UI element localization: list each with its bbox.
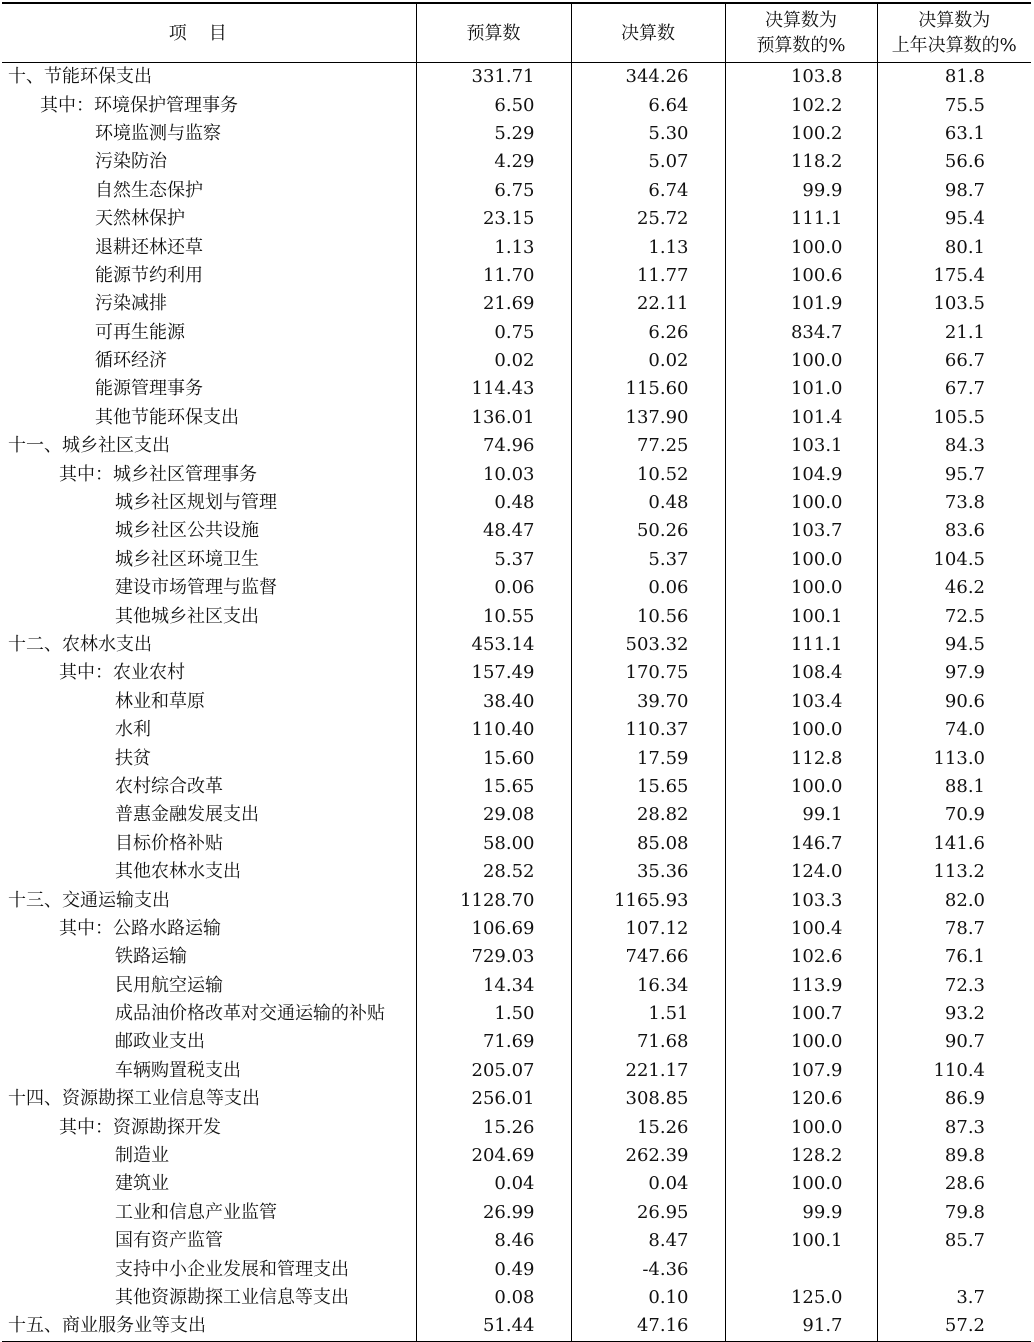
row-item-name: 制造业 <box>115 1145 169 1167</box>
row-item-name: 邮政业支出 <box>115 1031 205 1053</box>
cell-budget: 11.70 <box>416 262 571 290</box>
cell-ratio-prev: 89.8 <box>877 1142 1031 1170</box>
cell-budget: 110.40 <box>416 716 571 744</box>
cell-ratio-prev: 56.6 <box>877 148 1031 176</box>
table-row <box>2 319 1031 347</box>
table-header-row <box>2 3 1031 63</box>
cell-ratio-prev: 70.9 <box>877 801 1031 829</box>
cell-ratio-prev: 103.5 <box>877 290 1031 318</box>
table-row <box>2 574 1031 602</box>
cell-actual: 71.68 <box>571 1028 725 1056</box>
cell-ratio-budget: 100.0 <box>725 1028 877 1056</box>
cell-budget: 0.02 <box>416 347 571 375</box>
cell-ratio-prev: 95.7 <box>877 460 1031 488</box>
table-row <box>2 1113 1031 1141</box>
cell-actual: 11.77 <box>571 262 725 290</box>
row-item-name: 退耕还林还草 <box>95 236 203 258</box>
cell-ratio-budget: 100.1 <box>725 1227 877 1255</box>
cell-actual: 1.51 <box>571 1000 725 1028</box>
cell-actual: 0.06 <box>571 574 725 602</box>
header-item: 项目 <box>2 3 416 63</box>
cell-budget: 0.08 <box>416 1284 571 1312</box>
row-item-name: 循环经济 <box>95 350 167 372</box>
row-item-name: 自然生态保护 <box>95 179 203 201</box>
cell-actual: 1165.93 <box>571 886 725 914</box>
table-row <box>2 972 1031 1000</box>
cell-ratio-prev: 90.7 <box>877 1028 1031 1056</box>
cell-ratio-budget: 99.1 <box>725 801 877 829</box>
cell-budget: 204.69 <box>416 1142 571 1170</box>
cell-ratio-budget: 100.0 <box>725 1113 877 1141</box>
row-item-name: 十一、城乡社区支出 <box>8 435 170 457</box>
cell-ratio-prev: 113.2 <box>877 858 1031 886</box>
cell-ratio-budget: 112.8 <box>725 744 877 772</box>
cell-budget: 106.69 <box>416 915 571 943</box>
cell-actual: 10.52 <box>571 460 725 488</box>
cell-ratio-budget: 113.9 <box>725 972 877 1000</box>
row-item-name: 城乡社区环境卫生 <box>115 548 259 570</box>
cell-actual: 110.37 <box>571 716 725 744</box>
cell-ratio-budget: 102.6 <box>725 943 877 971</box>
cell-budget: 48.47 <box>416 517 571 545</box>
cell-ratio-prev: 21.1 <box>877 319 1031 347</box>
cell-actual: 1.13 <box>571 233 725 261</box>
cell-actual: 17.59 <box>571 744 725 772</box>
table-row <box>2 517 1031 545</box>
cell-ratio-prev: 3.7 <box>877 1284 1031 1312</box>
row-item-name: 铁路运输 <box>115 946 187 968</box>
cell-ratio-budget: 100.0 <box>725 546 877 574</box>
cell-ratio-prev: 28.6 <box>877 1170 1031 1198</box>
table-row <box>2 177 1031 205</box>
cell-actual: 0.02 <box>571 347 725 375</box>
table-row <box>2 631 1031 659</box>
row-item-name: 其他农林水支出 <box>115 861 241 883</box>
cell-budget: 6.50 <box>416 91 571 119</box>
cell-budget: 114.43 <box>416 375 571 403</box>
row-item-name: 扶贫 <box>115 747 151 769</box>
cell-ratio-prev: 94.5 <box>877 631 1031 659</box>
row-item-name: 农村综合改革 <box>115 775 223 797</box>
cell-actual: 115.60 <box>571 375 725 403</box>
row-item-name: 其他节能环保支出 <box>95 406 239 428</box>
cell-actual: 344.26 <box>571 63 725 92</box>
cell-budget: 15.65 <box>416 773 571 801</box>
cell-ratio-budget: 101.0 <box>725 375 877 403</box>
row-item-name: 目标价格补贴 <box>115 832 223 854</box>
table-row <box>2 404 1031 432</box>
cell-budget: 71.69 <box>416 1028 571 1056</box>
cell-budget: 51.44 <box>416 1312 571 1341</box>
row-item-name: 能源节约利用 <box>95 264 203 286</box>
cell-ratio-budget: 99.9 <box>725 177 877 205</box>
cell-actual: 8.47 <box>571 1227 725 1255</box>
header-ratio-prev-line2: 上年决算数的% <box>891 35 1017 56</box>
cell-budget: 256.01 <box>416 1085 571 1113</box>
table-row <box>2 1199 1031 1227</box>
cell-ratio-prev: 82.0 <box>877 886 1031 914</box>
cell-ratio-budget: 103.4 <box>725 688 877 716</box>
cell-actual: 50.26 <box>571 517 725 545</box>
cell-ratio-budget: 100.7 <box>725 1000 877 1028</box>
cell-ratio-budget: 118.2 <box>725 148 877 176</box>
row-item-name: 其中：农业农村 <box>59 662 185 684</box>
cell-ratio-prev: 110.4 <box>877 1057 1031 1085</box>
table-row <box>2 546 1031 574</box>
cell-budget: 15.60 <box>416 744 571 772</box>
cell-ratio-budget: 91.7 <box>725 1312 877 1341</box>
budget-table <box>2 2 1031 1342</box>
cell-ratio-prev: 85.7 <box>877 1227 1031 1255</box>
cell-actual: 5.07 <box>571 148 725 176</box>
cell-budget: 10.03 <box>416 460 571 488</box>
table-row <box>2 91 1031 119</box>
cell-ratio-prev: 72.3 <box>877 972 1031 1000</box>
cell-ratio-budget: 100.0 <box>725 347 877 375</box>
cell-actual: 35.36 <box>571 858 725 886</box>
table-body <box>2 63 1031 1342</box>
cell-budget: 26.99 <box>416 1199 571 1227</box>
cell-ratio-prev: 76.1 <box>877 943 1031 971</box>
table-row <box>2 375 1031 403</box>
table-row <box>2 943 1031 971</box>
table-row <box>2 915 1031 943</box>
row-item-name: 其中：公路水路运输 <box>59 917 221 939</box>
cell-ratio-prev: 93.2 <box>877 1000 1031 1028</box>
row-item-name: 普惠金融发展支出 <box>115 804 259 826</box>
cell-ratio-budget: 102.2 <box>725 91 877 119</box>
row-item-name: 十三、交通运输支出 <box>8 889 170 911</box>
cell-actual: 6.64 <box>571 91 725 119</box>
cell-actual: 22.11 <box>571 290 725 318</box>
cell-ratio-prev: 86.9 <box>877 1085 1031 1113</box>
cell-budget: 5.37 <box>416 546 571 574</box>
cell-ratio-prev: 63.1 <box>877 120 1031 148</box>
cell-actual: 0.48 <box>571 489 725 517</box>
cell-actual: 26.95 <box>571 1199 725 1227</box>
row-item-name: 民用航空运输 <box>115 974 223 996</box>
cell-ratio-budget: 107.9 <box>725 1057 877 1085</box>
cell-actual: 6.26 <box>571 319 725 347</box>
cell-actual: 0.10 <box>571 1284 725 1312</box>
cell-budget: 1.50 <box>416 1000 571 1028</box>
cell-actual: 170.75 <box>571 659 725 687</box>
cell-ratio-prev: 83.6 <box>877 517 1031 545</box>
cell-ratio-budget: 128.2 <box>725 1142 877 1170</box>
cell-budget: 23.15 <box>416 205 571 233</box>
table-row <box>2 602 1031 630</box>
cell-ratio-prev: 98.7 <box>877 177 1031 205</box>
cell-ratio-prev: 66.7 <box>877 347 1031 375</box>
cell-actual: 308.85 <box>571 1085 725 1113</box>
cell-budget: 38.40 <box>416 688 571 716</box>
cell-budget: 14.34 <box>416 972 571 1000</box>
cell-ratio-prev: 72.5 <box>877 602 1031 630</box>
row-item-name: 其他资源勘探工业信息等支出 <box>115 1286 349 1308</box>
cell-ratio-budget: 100.2 <box>725 120 877 148</box>
row-item-name: 国有资产监管 <box>115 1230 223 1252</box>
header-ratio-prev <box>877 3 1031 63</box>
row-item-name: 能源管理事务 <box>95 378 203 400</box>
table-row <box>2 688 1031 716</box>
table-row <box>2 830 1031 858</box>
cell-budget: 331.71 <box>416 63 571 92</box>
cell-ratio-budget: 111.1 <box>725 205 877 233</box>
row-item-name: 可再生能源 <box>95 321 185 343</box>
header-ratio-budget-line1: 决算数为 <box>765 10 837 31</box>
table-row <box>2 1000 1031 1028</box>
cell-ratio-budget: 834.7 <box>725 319 877 347</box>
cell-ratio-prev: 57.2 <box>877 1312 1031 1341</box>
table-row <box>2 489 1031 517</box>
cell-ratio-budget: 103.7 <box>725 517 877 545</box>
table-row <box>2 1057 1031 1085</box>
table-row <box>2 858 1031 886</box>
cell-ratio-budget: 111.1 <box>725 631 877 659</box>
row-item-name: 环境监测与监察 <box>95 122 221 144</box>
table-row <box>2 148 1031 176</box>
row-item-name: 其他城乡社区支出 <box>115 605 259 627</box>
table-row <box>2 1255 1031 1283</box>
cell-ratio-budget: 100.0 <box>725 489 877 517</box>
cell-actual: 25.72 <box>571 205 725 233</box>
cell-ratio-budget: 100.1 <box>725 602 877 630</box>
cell-ratio-prev: 141.6 <box>877 830 1031 858</box>
cell-budget: 1128.70 <box>416 886 571 914</box>
cell-ratio-budget: 103.3 <box>725 886 877 914</box>
cell-ratio-prev: 95.4 <box>877 205 1031 233</box>
table-row <box>2 1028 1031 1056</box>
cell-actual: 28.82 <box>571 801 725 829</box>
row-item-name: 城乡社区公共设施 <box>115 520 259 542</box>
table-row <box>2 1312 1031 1341</box>
cell-actual: 77.25 <box>571 432 725 460</box>
cell-actual: 221.17 <box>571 1057 725 1085</box>
cell-ratio-prev: 105.5 <box>877 404 1031 432</box>
table-row <box>2 1227 1031 1255</box>
cell-ratio-prev: 81.8 <box>877 63 1031 92</box>
row-item-name: 建设市场管理与监督 <box>115 577 277 599</box>
cell-actual: 47.16 <box>571 1312 725 1341</box>
table-row <box>2 886 1031 914</box>
cell-ratio-budget: 100.0 <box>725 574 877 602</box>
table-row <box>2 773 1031 801</box>
cell-actual: 747.66 <box>571 943 725 971</box>
table-row <box>2 432 1031 460</box>
cell-ratio-budget: 100.0 <box>725 716 877 744</box>
cell-ratio-prev: 175.4 <box>877 262 1031 290</box>
table-row <box>2 1170 1031 1198</box>
cell-ratio-prev: 88.1 <box>877 773 1031 801</box>
cell-budget: 0.75 <box>416 319 571 347</box>
row-item-name: 水利 <box>115 719 151 741</box>
row-item-name: 其中：资源勘探开发 <box>59 1116 221 1138</box>
budget-table-page <box>2 2 1031 1337</box>
cell-budget: 5.29 <box>416 120 571 148</box>
cell-ratio-budget: 125.0 <box>725 1284 877 1312</box>
cell-actual: -4.36 <box>571 1255 725 1283</box>
cell-budget: 29.08 <box>416 801 571 829</box>
cell-actual: 5.30 <box>571 120 725 148</box>
cell-actual: 137.90 <box>571 404 725 432</box>
cell-budget: 157.49 <box>416 659 571 687</box>
table-row <box>2 205 1031 233</box>
cell-budget: 0.06 <box>416 574 571 602</box>
cell-budget: 136.01 <box>416 404 571 432</box>
cell-ratio-budget: 146.7 <box>725 830 877 858</box>
cell-actual: 5.37 <box>571 546 725 574</box>
cell-ratio-prev: 84.3 <box>877 432 1031 460</box>
row-item-name: 十四、资源勘探工业信息等支出 <box>8 1088 260 1110</box>
header-budget: 预算数 <box>416 3 571 63</box>
row-item-name: 林业和草原 <box>115 690 205 712</box>
cell-budget: 1.13 <box>416 233 571 261</box>
cell-budget: 15.26 <box>416 1113 571 1141</box>
row-item-name: 十二、农林水支出 <box>8 634 152 655</box>
cell-ratio-prev: 75.5 <box>877 91 1031 119</box>
row-item-name: 污染减排 <box>95 293 167 315</box>
table-row <box>2 659 1031 687</box>
cell-ratio-budget: 100.0 <box>725 773 877 801</box>
cell-actual: 15.65 <box>571 773 725 801</box>
row-item-name: 工业和信息产业监管 <box>115 1201 277 1223</box>
table-row <box>2 63 1031 92</box>
cell-ratio-prev: 73.8 <box>877 489 1031 517</box>
cell-ratio-prev <box>877 1255 1031 1283</box>
table-row <box>2 716 1031 744</box>
cell-actual: 15.26 <box>571 1113 725 1141</box>
cell-ratio-budget: 101.9 <box>725 290 877 318</box>
cell-ratio-budget: 103.1 <box>725 432 877 460</box>
cell-budget: 453.14 <box>416 631 571 659</box>
cell-ratio-budget: 104.9 <box>725 460 877 488</box>
cell-ratio-budget: 99.9 <box>725 1199 877 1227</box>
row-item-name: 支持中小企业发展和管理支出 <box>115 1258 349 1280</box>
cell-actual: 262.39 <box>571 1142 725 1170</box>
cell-budget: 10.55 <box>416 602 571 630</box>
row-item-name: 其中：城乡社区管理事务 <box>59 463 257 485</box>
table-row <box>2 1284 1031 1312</box>
cell-actual: 10.56 <box>571 602 725 630</box>
cell-actual: 16.34 <box>571 972 725 1000</box>
table-row <box>2 347 1031 375</box>
cell-ratio-budget: 103.8 <box>725 63 877 92</box>
cell-budget: 74.96 <box>416 432 571 460</box>
header-ratio-budget <box>725 3 877 63</box>
cell-budget: 8.46 <box>416 1227 571 1255</box>
table-row <box>2 1085 1031 1113</box>
cell-ratio-budget: 108.4 <box>725 659 877 687</box>
cell-ratio-budget: 120.6 <box>725 1085 877 1113</box>
table-row <box>2 460 1031 488</box>
cell-ratio-prev: 79.8 <box>877 1199 1031 1227</box>
cell-ratio-prev: 97.9 <box>877 659 1031 687</box>
cell-ratio-prev: 74.0 <box>877 716 1031 744</box>
table-row <box>2 120 1031 148</box>
row-item-name: 污染防治 <box>95 151 167 173</box>
cell-ratio-budget: 100.0 <box>725 233 877 261</box>
cell-budget: 21.69 <box>416 290 571 318</box>
cell-actual: 107.12 <box>571 915 725 943</box>
cell-ratio-budget: 100.6 <box>725 262 877 290</box>
cell-ratio-prev: 46.2 <box>877 574 1031 602</box>
cell-ratio-budget <box>725 1255 877 1283</box>
row-item-name: 建筑业 <box>115 1173 169 1195</box>
row-item-name: 车辆购置税支出 <box>115 1059 241 1081</box>
cell-budget: 58.00 <box>416 830 571 858</box>
cell-budget: 4.29 <box>416 148 571 176</box>
table-row <box>2 744 1031 772</box>
table-row <box>2 801 1031 829</box>
cell-budget: 0.49 <box>416 1255 571 1283</box>
header-actual: 决算数 <box>571 3 725 63</box>
row-item-name: 十五、商业服务业等支出 <box>2 1312 416 1341</box>
header-ratio-prev-line1: 决算数为 <box>918 10 991 31</box>
cell-ratio-prev: 78.7 <box>877 915 1031 943</box>
cell-ratio-prev: 104.5 <box>877 546 1031 574</box>
row-item-name: 十、节能环保支出 <box>8 66 152 88</box>
row-item-name: 成品油价格改革对交通运输的补贴 <box>115 1003 385 1025</box>
cell-actual: 6.74 <box>571 177 725 205</box>
cell-ratio-budget: 101.4 <box>725 404 877 432</box>
row-item-name: 城乡社区规划与管理 <box>115 492 277 514</box>
cell-ratio-prev: 113.0 <box>877 744 1031 772</box>
row-item-name: 其中：环境保护管理事务 <box>40 94 238 116</box>
cell-actual: 503.32 <box>571 631 725 659</box>
cell-ratio-prev: 87.3 <box>877 1113 1031 1141</box>
cell-actual: 0.04 <box>571 1170 725 1198</box>
cell-budget: 6.75 <box>416 177 571 205</box>
cell-budget: 729.03 <box>416 943 571 971</box>
cell-budget: 0.04 <box>416 1170 571 1198</box>
cell-ratio-prev: 80.1 <box>877 233 1031 261</box>
cell-ratio-prev: 67.7 <box>877 375 1031 403</box>
cell-actual: 85.08 <box>571 830 725 858</box>
cell-budget: 28.52 <box>416 858 571 886</box>
table-row <box>2 290 1031 318</box>
cell-ratio-prev: 90.6 <box>877 688 1031 716</box>
row-item-name: 天然林保护 <box>95 208 185 230</box>
cell-actual: 39.70 <box>571 688 725 716</box>
cell-budget: 0.48 <box>416 489 571 517</box>
table-row <box>2 1142 1031 1170</box>
cell-ratio-budget: 124.0 <box>725 858 877 886</box>
cell-ratio-budget: 100.0 <box>725 1170 877 1198</box>
table-row <box>2 262 1031 290</box>
header-ratio-budget-line2: 预算数的% <box>756 35 846 56</box>
table-row <box>2 233 1031 261</box>
cell-ratio-budget: 100.4 <box>725 915 877 943</box>
cell-budget: 205.07 <box>416 1057 571 1085</box>
